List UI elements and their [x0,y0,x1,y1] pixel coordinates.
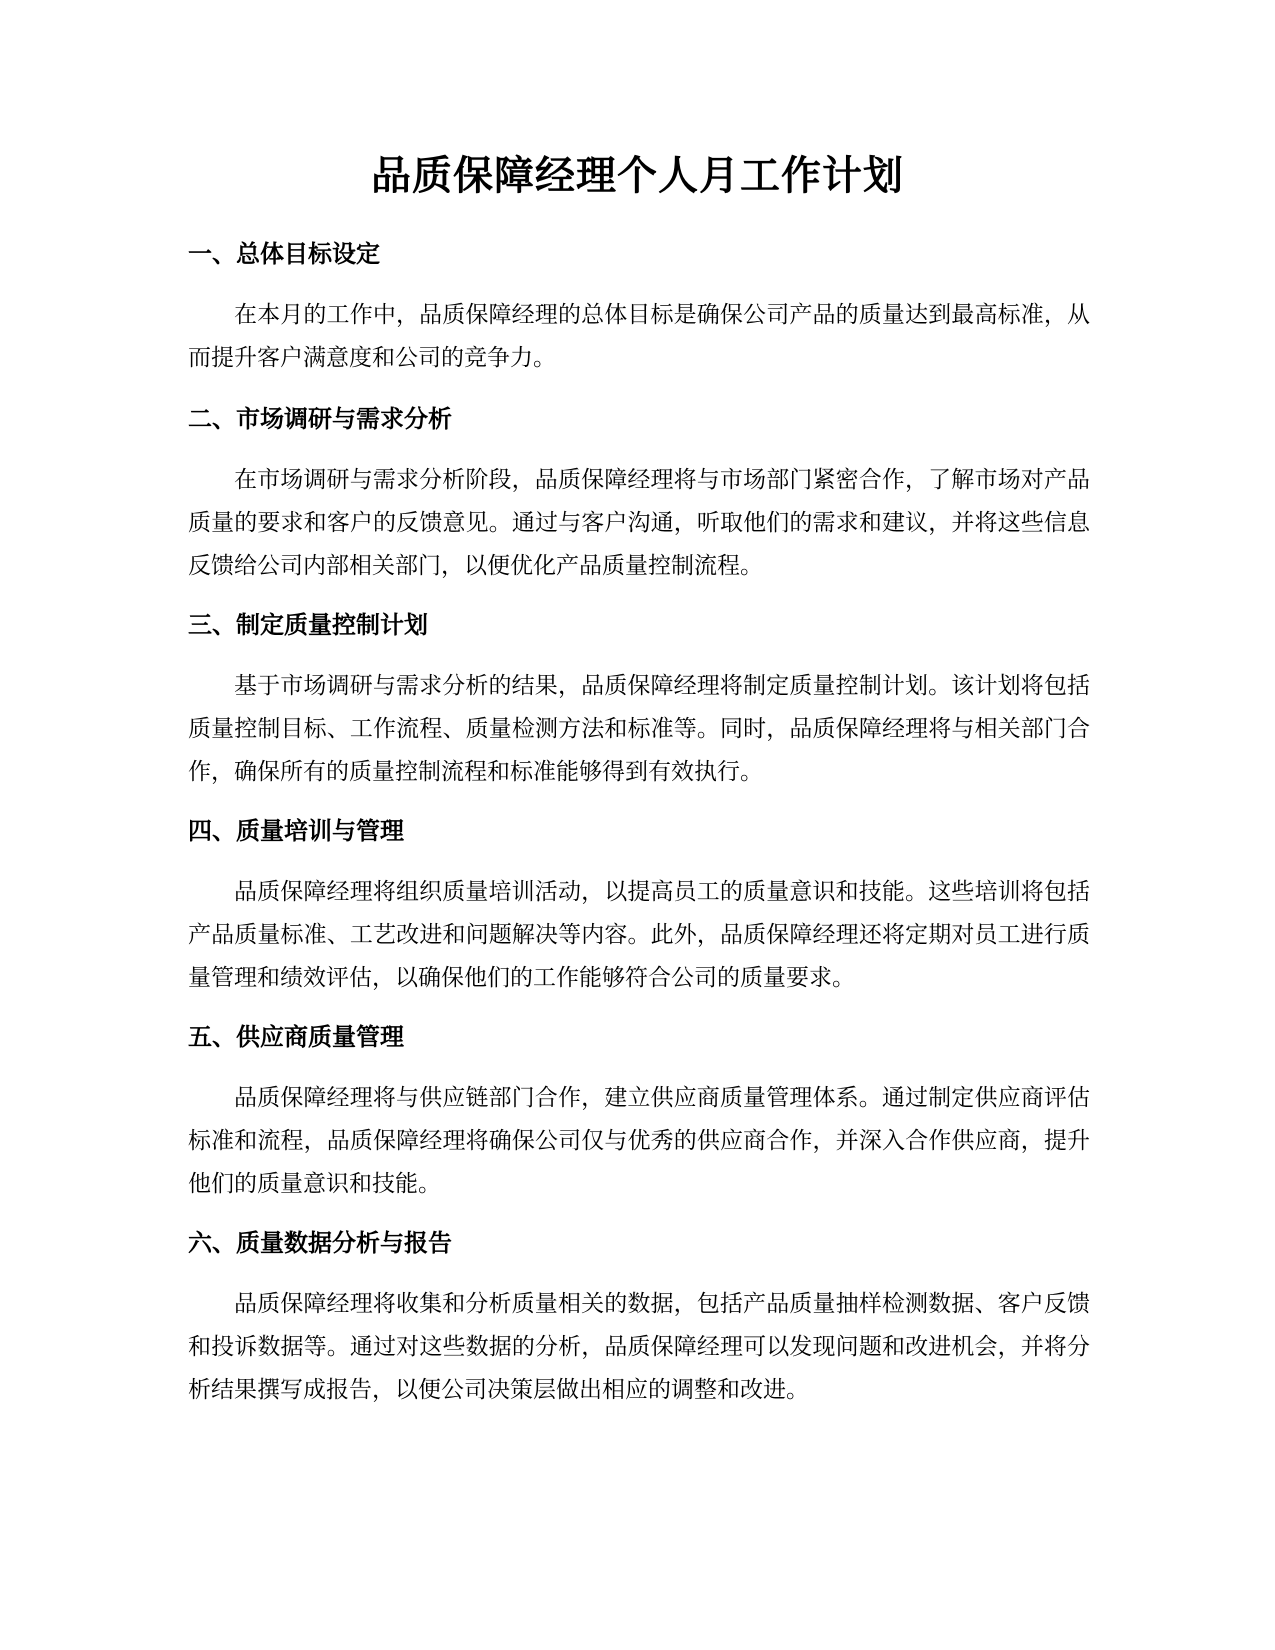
section-heading-4: 四、质量培训与管理 [188,817,404,845]
section-heading-3: 三、制定质量控制计划 [188,611,428,639]
section-heading-1: 一、总体目标设定 [188,240,380,268]
section-body-3: 基于市场调研与需求分析的结果，品质保障经理将制定质量控制计划。该计划将包括质量控制目标、工作流程、质量检测方法和标准等。同时，品质保障经理将与相关部门合作，确保所有的质量控制流程和标准能够得到有效执行。 [188,673,1090,785]
document-title: 品质保障经理个人月工作计划 [371,153,904,199]
section-body-2: 在市场调研与需求分析阶段，品质保障经理将与市场部门紧密合作，了解市场对产品质量的要求和客户的反馈意见。通过与客户沟通，听取他们的需求和建议，并将这些信息反馈给公司内部相关部门，以便优化产品质量控制流程。 [188,467,1090,579]
section-body-5: 品质保障经理将与供应链部门合作，建立供应商质量管理体系。通过制定供应商评估标准和流程，品质保障经理将确保公司仅与优秀的供应商合作，并深入合作供应商，提升他们的质量意识和技能。 [188,1085,1090,1197]
section-body-4: 品质保障经理将组织质量培训活动，以提高员工的质量意识和技能。这些培训将包括产品质量标准、工艺改进和问题解决等内容。此外，品质保障经理还将定期对员工进行质量管理和绩效评估，以确保他们的工作能够符合公司的质量要求。 [188,879,1090,991]
section-heading-2: 二、市场调研与需求分析 [188,405,452,433]
section-body-1: 在本月的工作中，品质保障经理的总体目标是确保公司产品的质量达到最高标准，从而提升客户满意度和公司的竞争力。 [188,302,1090,371]
section-heading-6: 六、质量数据分析与报告 [188,1229,452,1257]
section-heading-5: 五、供应商质量管理 [188,1023,404,1051]
section-body-6: 品质保障经理将收集和分析质量相关的数据，包括产品质量抽样检测数据、客户反馈和投诉数据等。通过对这些数据的分析，品质保障经理可以发现问题和改进机会，并将分析结果撰写成报告，以便公司决策层做出相应的调整和改进。 [188,1291,1090,1403]
